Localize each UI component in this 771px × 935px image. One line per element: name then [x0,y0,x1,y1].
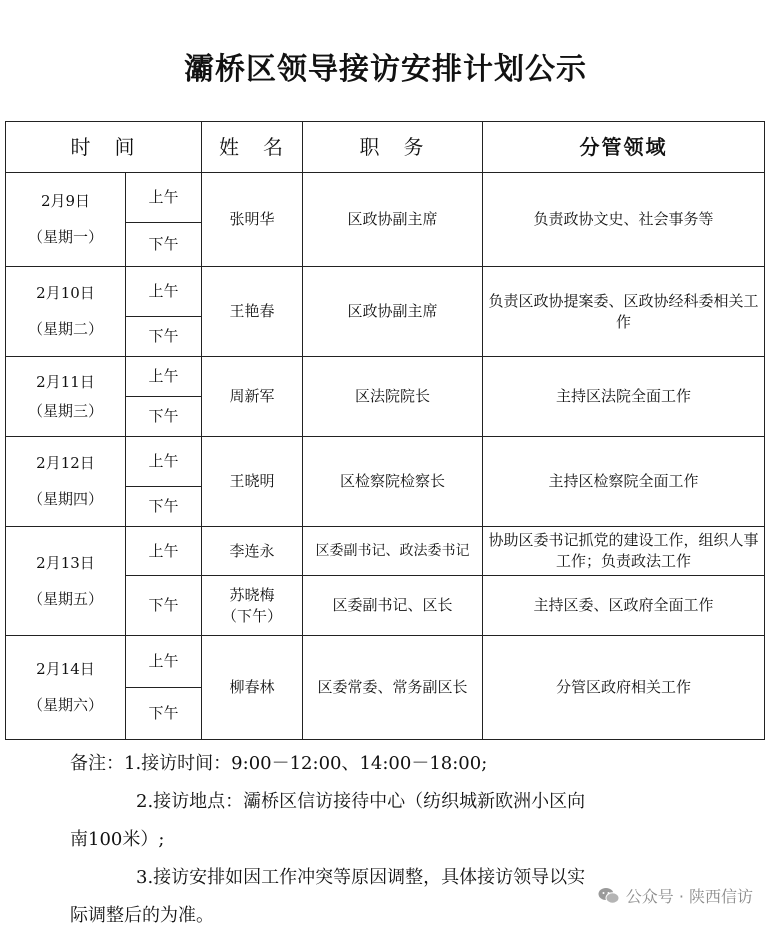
am-label: 上午 [126,636,202,688]
leader-name: 王晓明 [202,437,303,527]
watermark-text: 公众号 · 陕西信访 [625,887,753,906]
leader-position: 区委副书记、区长 [303,576,483,636]
table-row [6,357,765,397]
table-row [6,527,765,576]
date: 2月13日 [36,553,95,572]
pm-label: 下午 [126,223,202,267]
note-line: 2.接访地点：灞桥区信访接待中心（纺织城新欧洲小区向 [136,791,586,812]
notes [70,745,585,935]
date: 2月14日 [36,660,95,678]
pm-label: 下午 [126,688,202,740]
leader-name-cell [202,576,303,636]
leader-duty: 主持区委、区政府全面工作 [483,576,765,636]
weekday: （星期一） [27,228,103,246]
date: 2月12日 [36,454,95,472]
table-header-row [6,122,765,173]
leader-duty: 协助区委书记抓党的建设工作，组织人事工作；负责政法工作 [483,527,765,576]
watermark [598,884,753,907]
leader-name: 李连永 [202,527,303,576]
am-label: 上午 [126,437,202,487]
leader-position: 区政协副主席 [303,173,483,267]
date: 2月10日 [36,284,95,302]
leader-position: 区政协副主席 [303,267,483,357]
weekday: （星期四） [27,490,103,508]
leader-position: 区委副书记、政法委书记 [303,527,483,576]
leader-name: 王艳春 [202,267,303,357]
leader-duty: 负责区政协提案委、区政协经科委相关工作 [483,267,765,357]
am-label: 上午 [126,267,202,317]
header-position: 职 务 [303,122,483,173]
leader-name: 柳春林 [202,636,303,740]
date-cell [6,527,126,636]
leader-position: 区检察院检察长 [303,437,483,527]
am-label: 上午 [126,357,202,397]
weekday: （星期三） [27,401,103,420]
date-cell [6,357,126,437]
table-row [6,267,765,317]
weekday: （星期五） [27,589,103,608]
leader-name-note: （下午） [221,606,282,625]
weekday: （星期六） [27,696,103,714]
weekday: （星期二） [27,320,103,338]
leader-duty: 负责政协文史、社会事务等 [483,173,765,267]
leader-duty: 主持区检察院全面工作 [483,437,765,527]
date-cell [6,437,126,527]
date-cell [6,636,126,740]
pm-label: 下午 [126,487,202,527]
table-row [6,437,765,487]
header-name: 姓 名 [202,122,303,173]
am-label: 上午 [126,173,202,223]
date-cell [6,267,126,357]
date-cell [6,173,126,267]
am-label: 上午 [126,527,202,576]
leader-name: 苏晓梅 [229,585,275,604]
wechat-icon [598,887,620,905]
note-line: 备注：1.接访时间：9:00－12:00、14:00－18:00; [70,753,488,774]
pm-label: 下午 [126,397,202,437]
note-line: 南100米）; [70,829,165,850]
header-duty: 分管领域 [483,122,765,173]
table-row [6,636,765,688]
pm-label: 下午 [126,576,202,636]
leader-duty: 主持区法院全面工作 [483,357,765,437]
note-line: 3.接访安排如因工作冲突等原因调整，具体接访领导以实 [136,867,586,888]
date: 2月11日 [36,372,95,391]
leader-position: 区委常委、常务副区长 [303,636,483,740]
pm-label: 下午 [126,317,202,357]
date: 2月9日 [40,192,91,210]
page-title: 灞桥区领导接访安排计划公示 [184,52,587,87]
note-line: 际调整后的为准。 [70,905,214,926]
leader-name: 周新军 [202,357,303,437]
table-row [6,173,765,223]
schedule-table [5,121,765,740]
leader-duty: 分管区政府相关工作 [483,636,765,740]
header-time: 时 间 [6,122,202,173]
leader-position: 区法院院长 [303,357,483,437]
leader-name: 张明华 [202,173,303,267]
